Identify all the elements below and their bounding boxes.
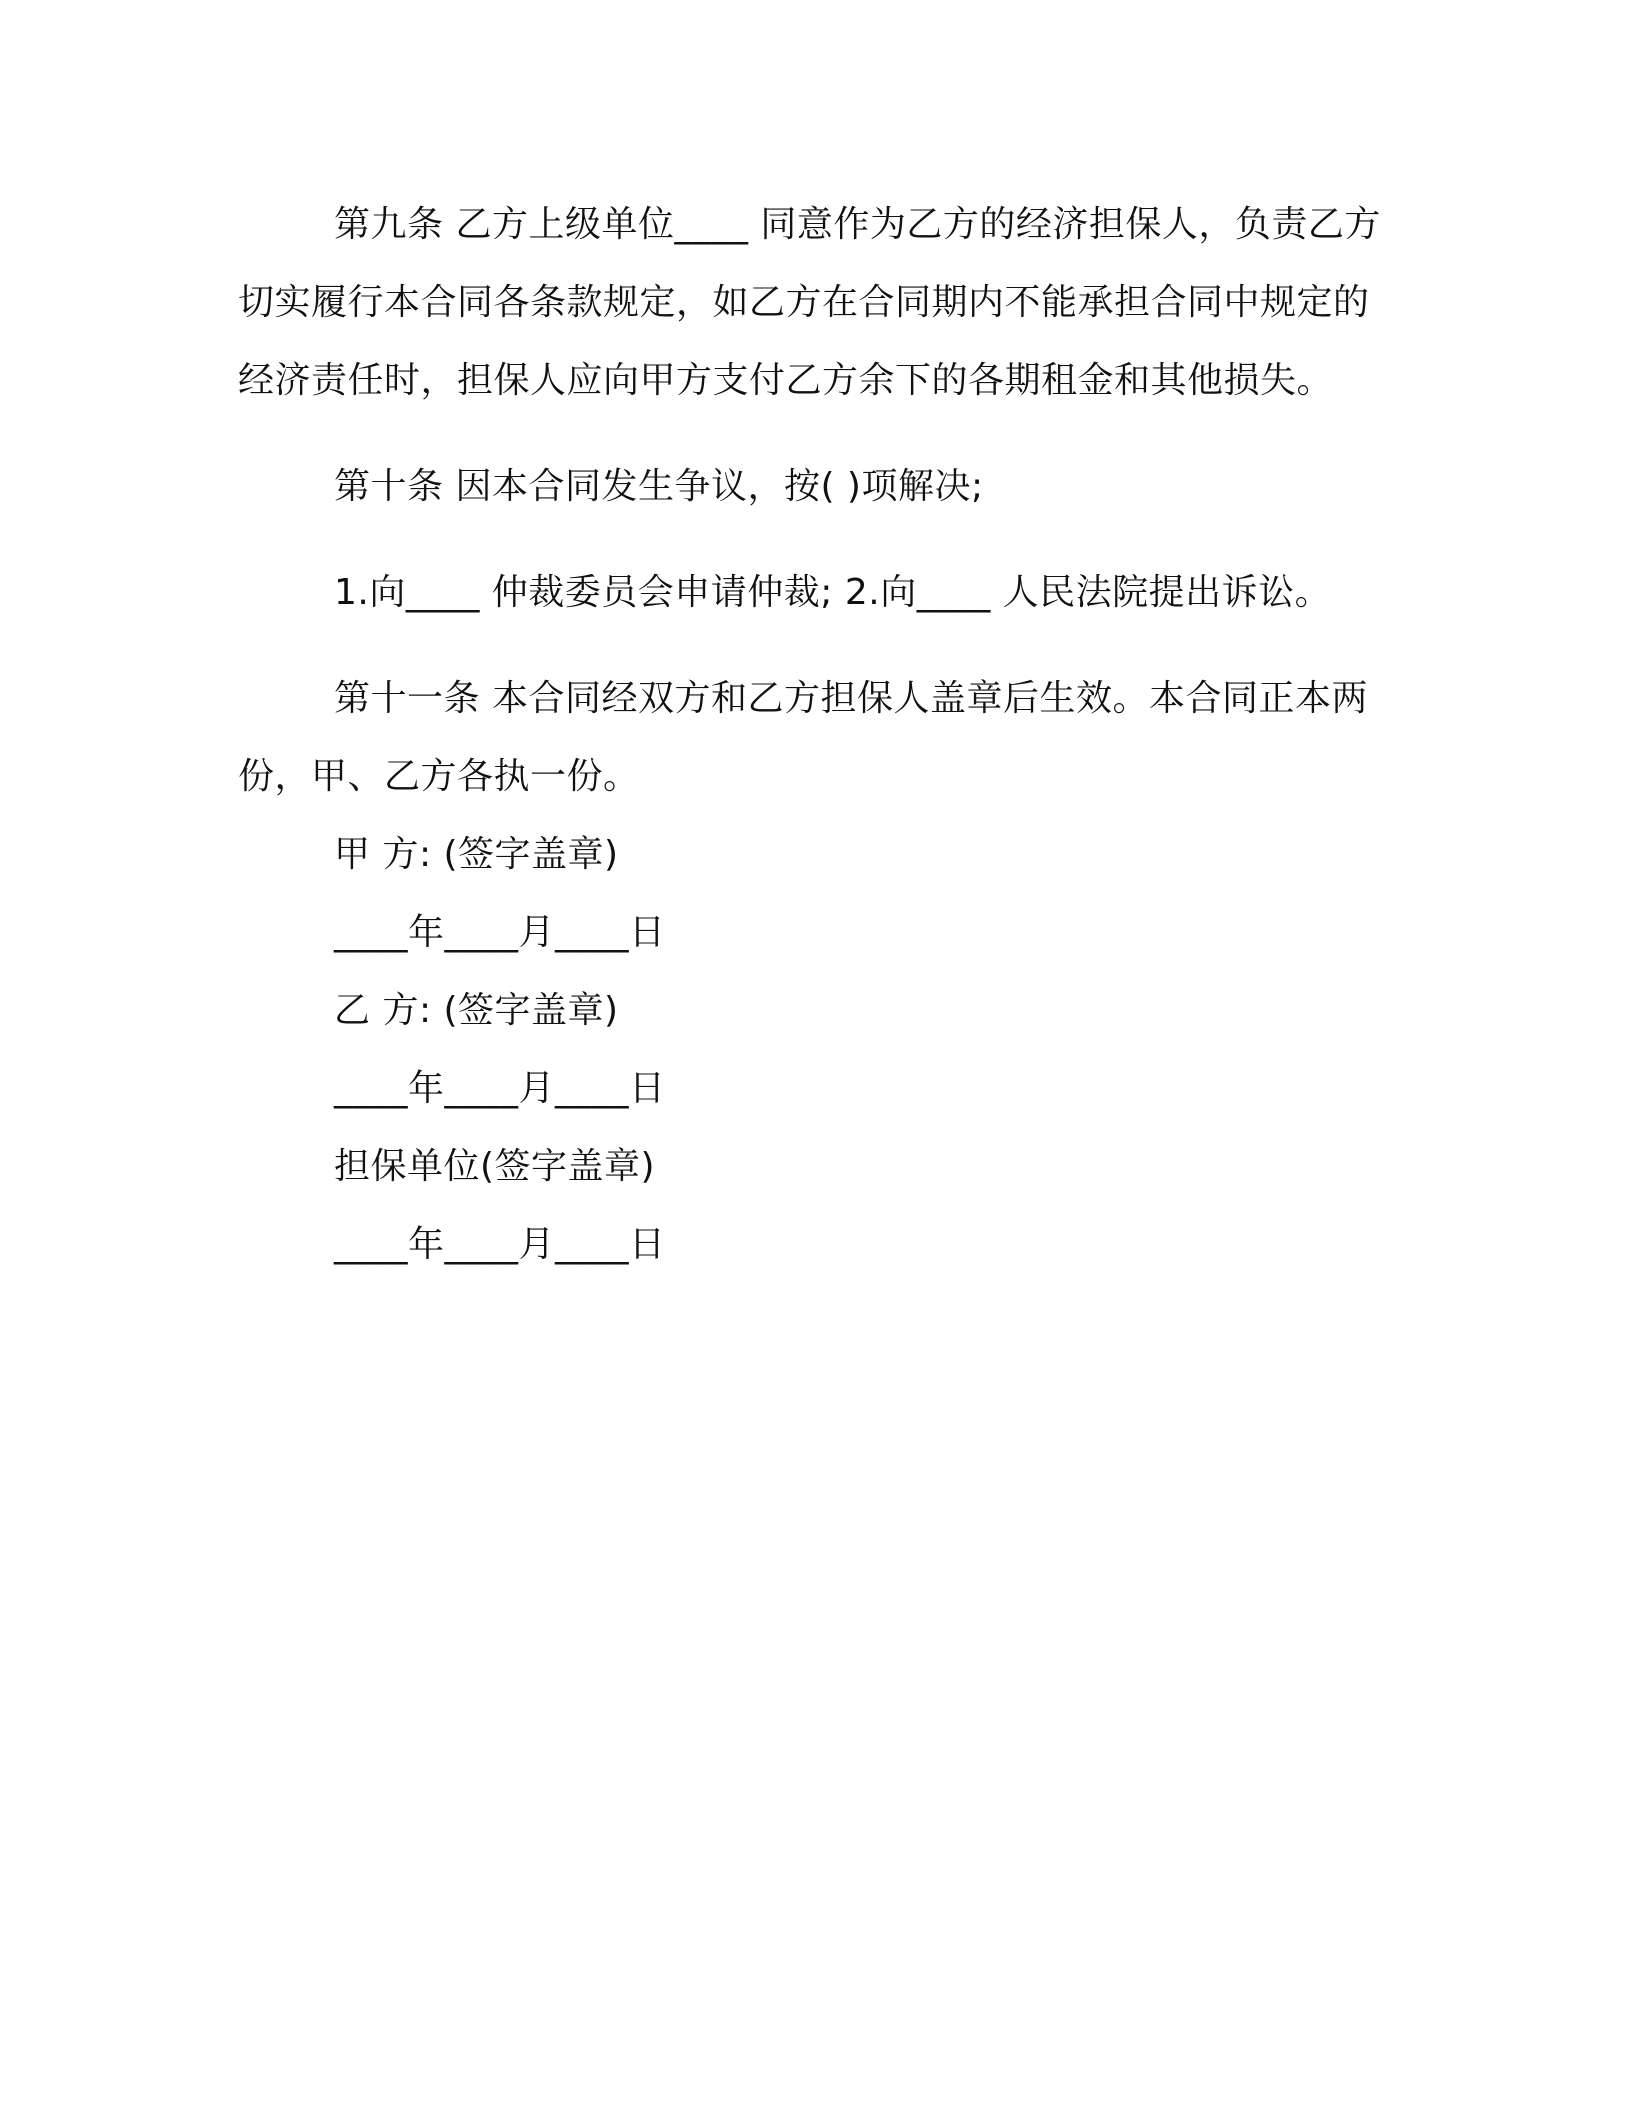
article-10-options: 1.向____ 仲裁委员会申请仲裁; 2.向____ 人民法院提出诉讼。 [334, 572, 1332, 613]
party-b-date: ____年____月____日 [334, 1068, 666, 1109]
party-a-signature: 甲 方: (签字盖章) [334, 834, 619, 875]
guarantor-signature: 担保单位(签字盖章) [334, 1146, 656, 1187]
guarantor-date: ____年____月____日 [334, 1224, 666, 1265]
party-a-date: ____年____月____日 [334, 912, 666, 953]
document-body [238, 186, 1388, 1284]
article-11: 第十一条 本合同经双方和乙方担保人盖章后生效。本合同正本两份，甲、乙方各执一份。 [238, 678, 1368, 797]
article-9: 第九条 乙方上级单位____ 同意作为乙方的经济担保人，负责乙方切实履行本合同各条款规定，如乙方在合同期内不能承担合同中规定的经济责任时，担保人应向甲方支付乙方余下的各期租金和其他损失。 [238, 204, 1381, 401]
party-b-signature: 乙 方: (签字盖章) [334, 990, 619, 1031]
article-10: 第十条 因本合同发生争议，按( )项解决; [334, 466, 984, 507]
